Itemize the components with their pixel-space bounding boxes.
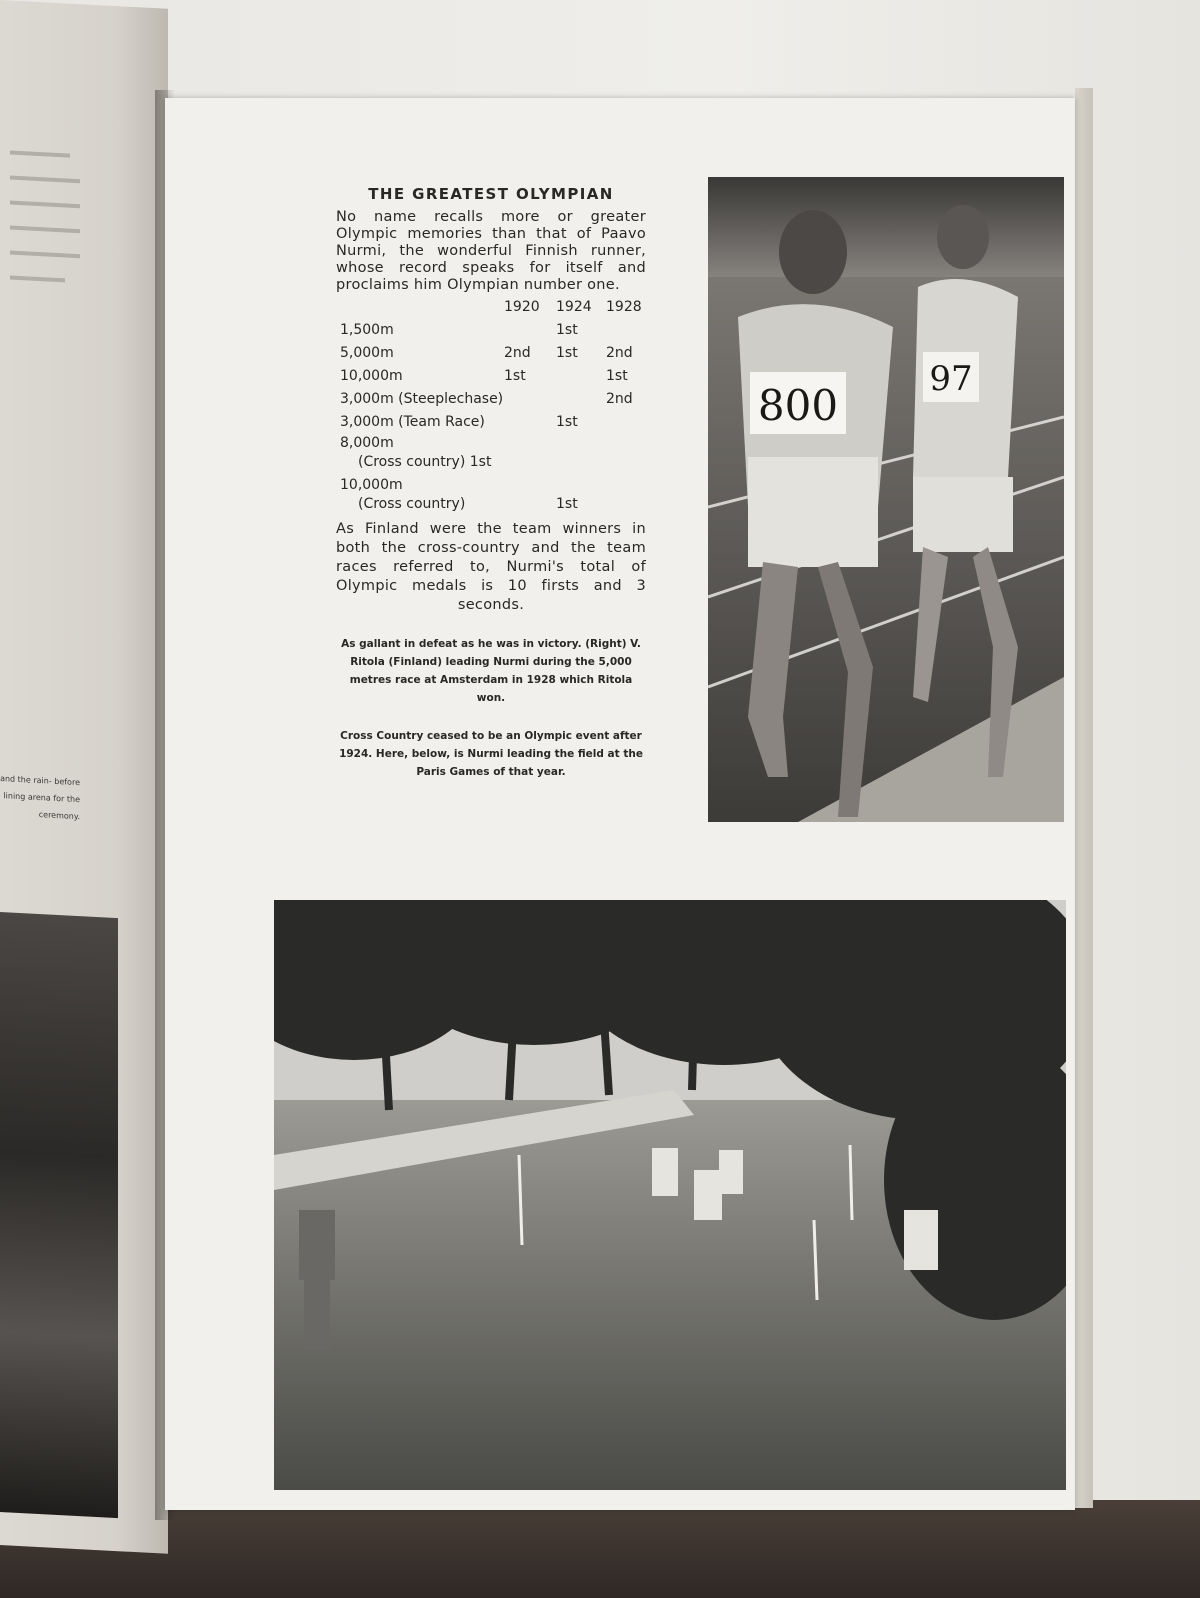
result-1924: 1st [556, 345, 578, 361]
photo-runners-track-image [708, 177, 1064, 822]
photo-runners-track [708, 177, 1064, 822]
bib-number-right: 97 [929, 359, 973, 399]
left-page-photo [0, 912, 118, 1518]
result-1928: 2nd [606, 391, 633, 407]
bib-number-left: 800 [757, 381, 839, 430]
shelf [0, 1500, 1200, 1598]
left-text-line [10, 151, 70, 158]
event-name: 10,000m [340, 477, 403, 493]
left-page-caption: and the rain- before lining arena for the ceremony. [0, 774, 80, 822]
year-header: 1924 [556, 299, 592, 315]
event-subtitle: (Cross country) [358, 496, 466, 512]
table-row [336, 434, 646, 476]
table-row [336, 476, 646, 518]
table-row [336, 342, 646, 365]
table-header-row [336, 296, 646, 319]
result-1924: 1st [556, 322, 578, 338]
article-intro: No name recalls more or greater Olympic memories than that of Paavo Nurmi, the wonderful Finnish runner, whose record speaks for itself and proclaims him Olympian number one. [336, 209, 646, 293]
event-name: 8,000m [340, 435, 394, 451]
table-row [336, 319, 646, 342]
result-1928: 2nd [606, 345, 633, 361]
event-name: 1,500m [340, 322, 394, 338]
event-subtitle: (Cross country) 1st [358, 454, 492, 470]
left-text-line [10, 201, 80, 209]
article-summary: As Finland were the team winners in both the cross-country and the team races referred to, Nurmi's total of Olympic medals is 10 firsts and 3 seconds. [336, 521, 646, 613]
table-row [336, 365, 646, 388]
result-1920: 2nd [504, 345, 531, 361]
result-1924: 1st [556, 496, 578, 512]
photo-cross-country-image [274, 900, 1066, 1490]
photo-caption-top: As gallant in defeat as he was in victory. (Right) V. Ritola (Finland) leading Nurmi during the 5,000 metres race at Amsterdam in 1928 which Ritola won. [341, 638, 641, 704]
result-1924: 1st [556, 414, 578, 430]
left-text-line [10, 276, 65, 283]
left-text-line [10, 176, 80, 184]
event-name: 5,000m [340, 345, 394, 361]
photo-cross-country [274, 900, 1066, 1490]
photo-caption-bottom: Cross Country ceased to be an Olympic event after 1924. Here, below, is Nurmi leading the field at the Paris Games of that year. [339, 730, 643, 778]
table-row [336, 388, 646, 411]
article-column [336, 185, 646, 781]
table-row [336, 411, 646, 434]
result-1920: 1st [504, 368, 526, 384]
result-1928: 1st [606, 368, 628, 384]
left-text-line [10, 226, 80, 234]
event-name: 3,000m (Team Race) [340, 414, 485, 430]
medal-table [336, 296, 646, 518]
year-header: 1928 [606, 299, 642, 315]
event-name: 3,000m (Steeplechase) [340, 391, 504, 407]
page-edge [1075, 88, 1093, 1508]
year-header: 1920 [504, 299, 540, 315]
left-text-line [10, 251, 80, 259]
left-page [0, 0, 168, 1554]
article-title: THE GREATEST OLYMPIAN [368, 185, 614, 203]
event-name: 10,000m [340, 368, 403, 384]
